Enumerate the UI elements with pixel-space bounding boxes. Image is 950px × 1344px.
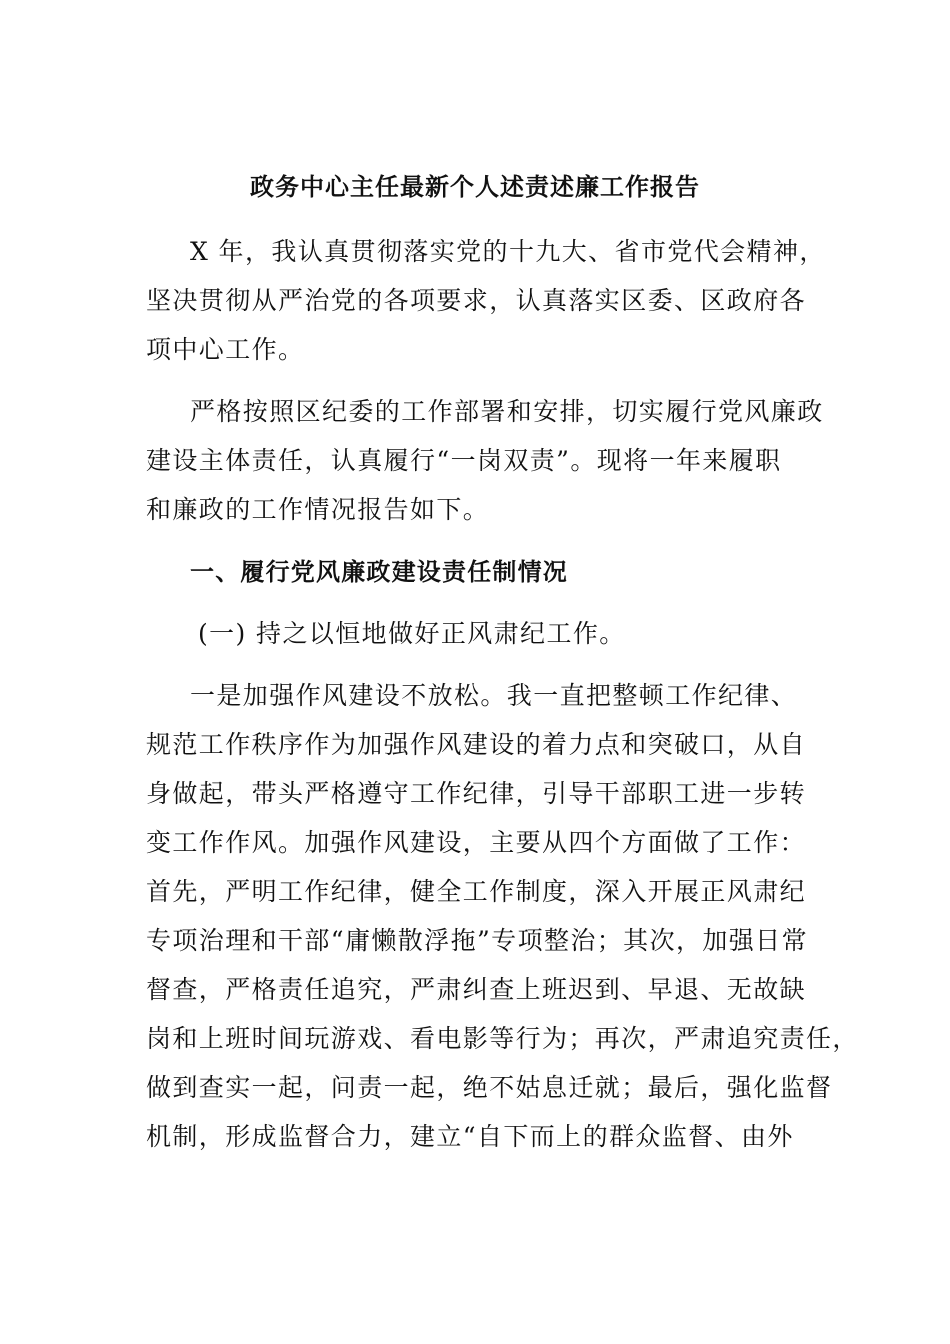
paragraph-2-line-1: 严格按照区纪委的工作部署和安排，切实履行党风廉政 (190, 397, 824, 426)
paragraph-1-line-1: X 年，我认真贯彻落实党的十九大、省市党代会精神， (190, 237, 826, 266)
paragraph-3-line-8: 岗和上班时间玩游戏、看电影等行为；再次，严肃追究责任， (146, 1024, 859, 1053)
subsection-1-heading: (一) 持之以恒地做好正风肃纪工作。 (198, 619, 626, 648)
paragraph-3-line-7: 督查，严格责任追究，严肃纠查上班迟到、早退、无故缺 (146, 975, 807, 1004)
paragraph-3-line-4: 变工作作风。加强作风建设，主要从四个方面做了工作： (146, 828, 807, 857)
paragraph-3-line-2: 规范工作秩序作为加强作风建设的着力点和突破口，从自 (146, 730, 807, 759)
paragraph-3-line-1: 一是加强作风建设不放松。我一直把整顿工作纪律、 (190, 681, 798, 710)
section-1-heading: 一、履行党风廉政建设责任制情况 (190, 558, 568, 586)
paragraph-2-line-3: 和廉政的工作情况报告如下。 (146, 495, 490, 524)
paragraph-1-line-3: 项中心工作。 (146, 335, 305, 364)
document-title: 政务中心主任最新个人述责述廉工作报告 (250, 173, 700, 201)
paragraph-3-line-10: 机制，形成监督合力，建立“自下而上的群众监督、由外 (146, 1122, 794, 1151)
paragraph-3-line-6: 专项治理和干部“庸懒散浮拖”专项整治；其次，加强日常 (146, 926, 808, 955)
paragraph-1-line-2: 坚决贯彻从严治党的各项要求，认真落实区委、区政府各 (146, 286, 807, 315)
paragraph-3-line-5: 首先，严明工作纪律，健全工作制度，深入开展正风肃纪 (146, 877, 807, 906)
paragraph-2-line-2: 建设主体责任，认真履行“一岗双责”。现将一年来履职 (146, 446, 782, 475)
paragraph-3-line-3: 身做起，带头严格遵守工作纪律，引导干部职工进一步转 (146, 779, 807, 808)
paragraph-3-line-9: 做到查实一起，问责一起，绝不姑息迁就；最后，强化监督 (146, 1073, 833, 1102)
